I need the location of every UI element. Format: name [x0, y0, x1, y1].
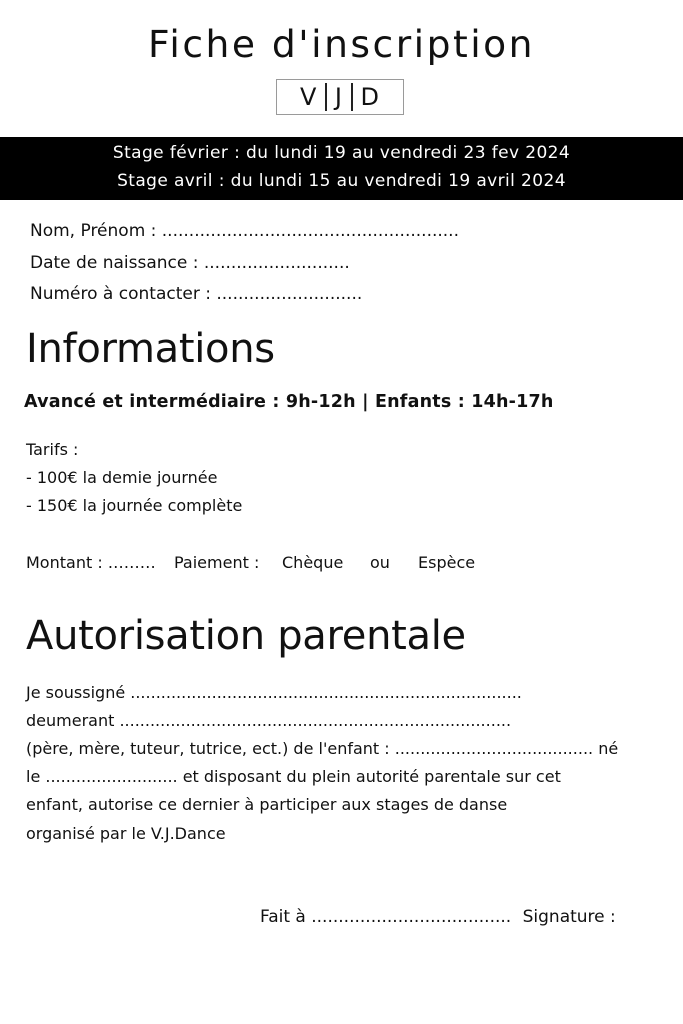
- auth-line-3: (père, mère, tuteur, tutrice, ect.) de l'enfant : ....................................... né: [26, 739, 619, 758]
- paiement-label: Paiement :: [174, 553, 260, 572]
- stage-dates-banner: [0, 137, 683, 200]
- page-title: Fiche d'inscription: [147, 22, 536, 66]
- logo-divider: [351, 83, 353, 111]
- payment-or: ou: [370, 553, 390, 572]
- fait-a-field: Fait à .....................................: [260, 907, 512, 927]
- signature-row: [260, 907, 616, 927]
- stage-april: Stage avril : du lundi 15 au vendredi 19 avril 2024: [117, 171, 566, 191]
- informations-heading: Informations: [26, 326, 275, 372]
- phone-field: Numéro à contacter : ...........................: [30, 284, 363, 304]
- name-field: Nom, Prénom : .......................................................: [30, 221, 459, 241]
- montant-field: Montant : ………: [26, 553, 156, 572]
- logo-letter-v: V: [300, 83, 318, 111]
- auth-line-2: deumerant .............................................................................: [26, 711, 512, 730]
- tarifs-label: Tarifs :: [26, 440, 79, 459]
- birthdate-field: Date de naissance : ...........................: [30, 253, 350, 273]
- class-hours: Avancé et intermédiaire : 9h-12h | Enfants : 14h-17h: [24, 392, 554, 412]
- payment-option-espece: Espèce: [418, 553, 476, 572]
- stage-february: Stage février : du lundi 19 au vendredi 23 fev 2024: [112, 143, 571, 163]
- vjd-logo: [276, 79, 404, 115]
- auth-line-5: enfant, autorise ce dernier à participer aux stages de danse: [26, 795, 508, 814]
- payment-option-cheque: Chèque: [282, 553, 344, 572]
- logo-letter-d: D: [360, 83, 380, 111]
- signature-label: Signature :: [522, 907, 616, 927]
- tarif-half-day: - 100€ la demie journée: [26, 468, 218, 487]
- auth-line-6: organisé par le V.J.Dance: [26, 824, 226, 843]
- logo-letter-j: J: [334, 83, 343, 111]
- auth-line-1: Je soussigné .............................................................................: [26, 683, 522, 702]
- logo-divider: [325, 83, 327, 111]
- tarif-full-day: - 150€ la journée complète: [26, 496, 243, 515]
- autorisation-heading: Autorisation parentale: [26, 613, 466, 659]
- auth-line-4: le .......................... et disposant du plein autorité parentale sur cet: [26, 767, 561, 786]
